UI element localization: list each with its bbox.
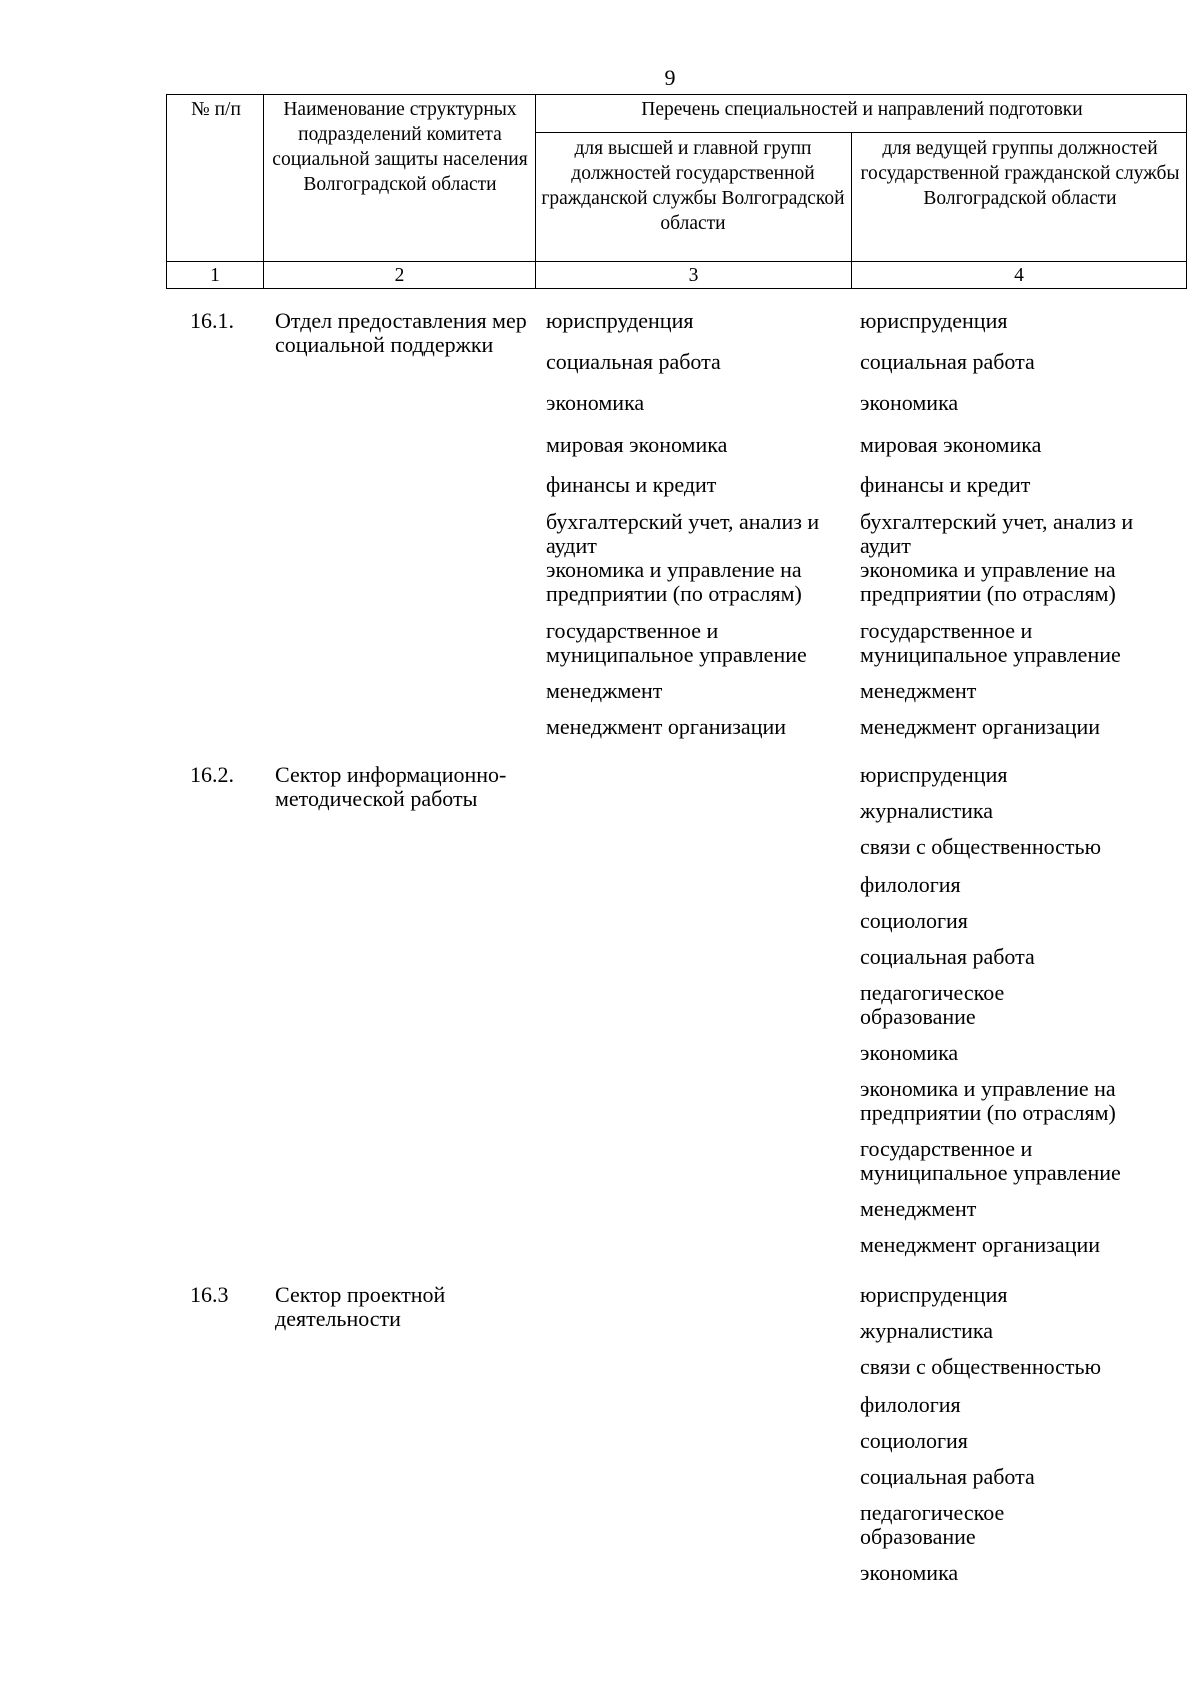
table-header xyxy=(166,94,1187,289)
list-item: менеджмент xyxy=(546,678,663,703)
row-unit-name: Сектор проектной деятельности xyxy=(275,1282,446,1331)
list-item: журналистика xyxy=(860,1318,993,1343)
header-col-unit-name: Наименование структурных подразделений комитета социальной защиты населения Волгоградской области xyxy=(272,99,528,195)
list-item: бухгалтерский учет, анализ и аудит xyxy=(860,509,1134,558)
list-item: юриспруденция xyxy=(860,762,1008,787)
list-item: менеджмент организации xyxy=(546,714,787,739)
header-specialties-group: Перечень специальностей и направлений подготовки xyxy=(641,99,1083,120)
header-divider xyxy=(535,132,1186,133)
header-col-leading-group: для ведущей группы должностей государственной гражданской службы Волгоградской области xyxy=(860,138,1180,209)
list-item: экономика и управление на предприятии (по отраслям) xyxy=(860,1076,1116,1125)
header-col-index: 2 xyxy=(394,265,405,286)
header-divider xyxy=(263,95,264,288)
list-item: юриспруденция xyxy=(860,1282,1008,1307)
list-item: филология xyxy=(860,872,961,897)
header-col-index: 1 xyxy=(210,265,220,286)
list-item: социальная работа xyxy=(860,1464,1035,1489)
list-item: юриспруденция xyxy=(860,308,1008,333)
header-col-number: № п/п xyxy=(191,99,241,120)
row-number: 16.3 xyxy=(190,1282,229,1307)
list-item: экономика xyxy=(860,1560,959,1585)
list-item: менеджмент xyxy=(860,1196,977,1221)
row-unit-name: Сектор информационно-методической работы xyxy=(275,762,507,811)
list-item: социология xyxy=(860,908,968,933)
list-item: менеджмент организации xyxy=(860,1232,1101,1257)
row-number: 16.2. xyxy=(190,762,234,787)
page-number: 9 xyxy=(664,65,676,90)
row-unit-name: Отдел предоставления мер социальной поддержки xyxy=(275,308,527,357)
header-col-index: 3 xyxy=(688,265,699,286)
header-divider xyxy=(535,95,536,288)
list-item: связи с общественностью xyxy=(860,1354,1102,1379)
header-col-senior-groups: для высшей и главной групп должностей государственной гражданской службы Волгоградской области xyxy=(541,138,845,234)
list-item: экономика и управление на предприятии (по отраслям) xyxy=(546,557,802,606)
list-item: государственное и муниципальное управление xyxy=(860,1136,1121,1185)
header-col-index: 4 xyxy=(1014,265,1024,286)
list-item: мировая экономика xyxy=(860,432,1042,457)
list-item: социальная работа xyxy=(860,944,1035,969)
list-item: социальная работа xyxy=(546,349,721,374)
list-item: финансы и кредит xyxy=(860,472,1031,497)
list-item: филология xyxy=(860,1392,961,1417)
row-number: 16.1. xyxy=(190,308,234,333)
list-item: финансы и кредит xyxy=(546,472,717,497)
list-item: экономика xyxy=(860,1040,959,1065)
list-item: государственное и муниципальное управление xyxy=(546,618,807,667)
list-item: социальная работа xyxy=(860,349,1035,374)
list-item: юриспруденция xyxy=(546,308,694,333)
list-item: связи с общественностью xyxy=(860,834,1102,859)
list-item: бухгалтерский учет, анализ и аудит xyxy=(546,509,820,558)
list-item: менеджмент организации xyxy=(860,714,1101,739)
list-item: экономика xyxy=(546,390,645,415)
list-item: менеджмент xyxy=(860,678,977,703)
list-item: педагогическое образование xyxy=(860,980,1005,1029)
list-item: журналистика xyxy=(860,798,993,823)
list-item: социология xyxy=(860,1428,968,1453)
list-item: педагогическое образование xyxy=(860,1500,1005,1549)
list-item: мировая экономика xyxy=(546,432,728,457)
list-item: экономика xyxy=(860,390,959,415)
list-item: экономика и управление на предприятии (по отраслям) xyxy=(860,557,1116,606)
list-item: государственное и муниципальное управление xyxy=(860,618,1121,667)
header-divider xyxy=(167,261,1186,262)
